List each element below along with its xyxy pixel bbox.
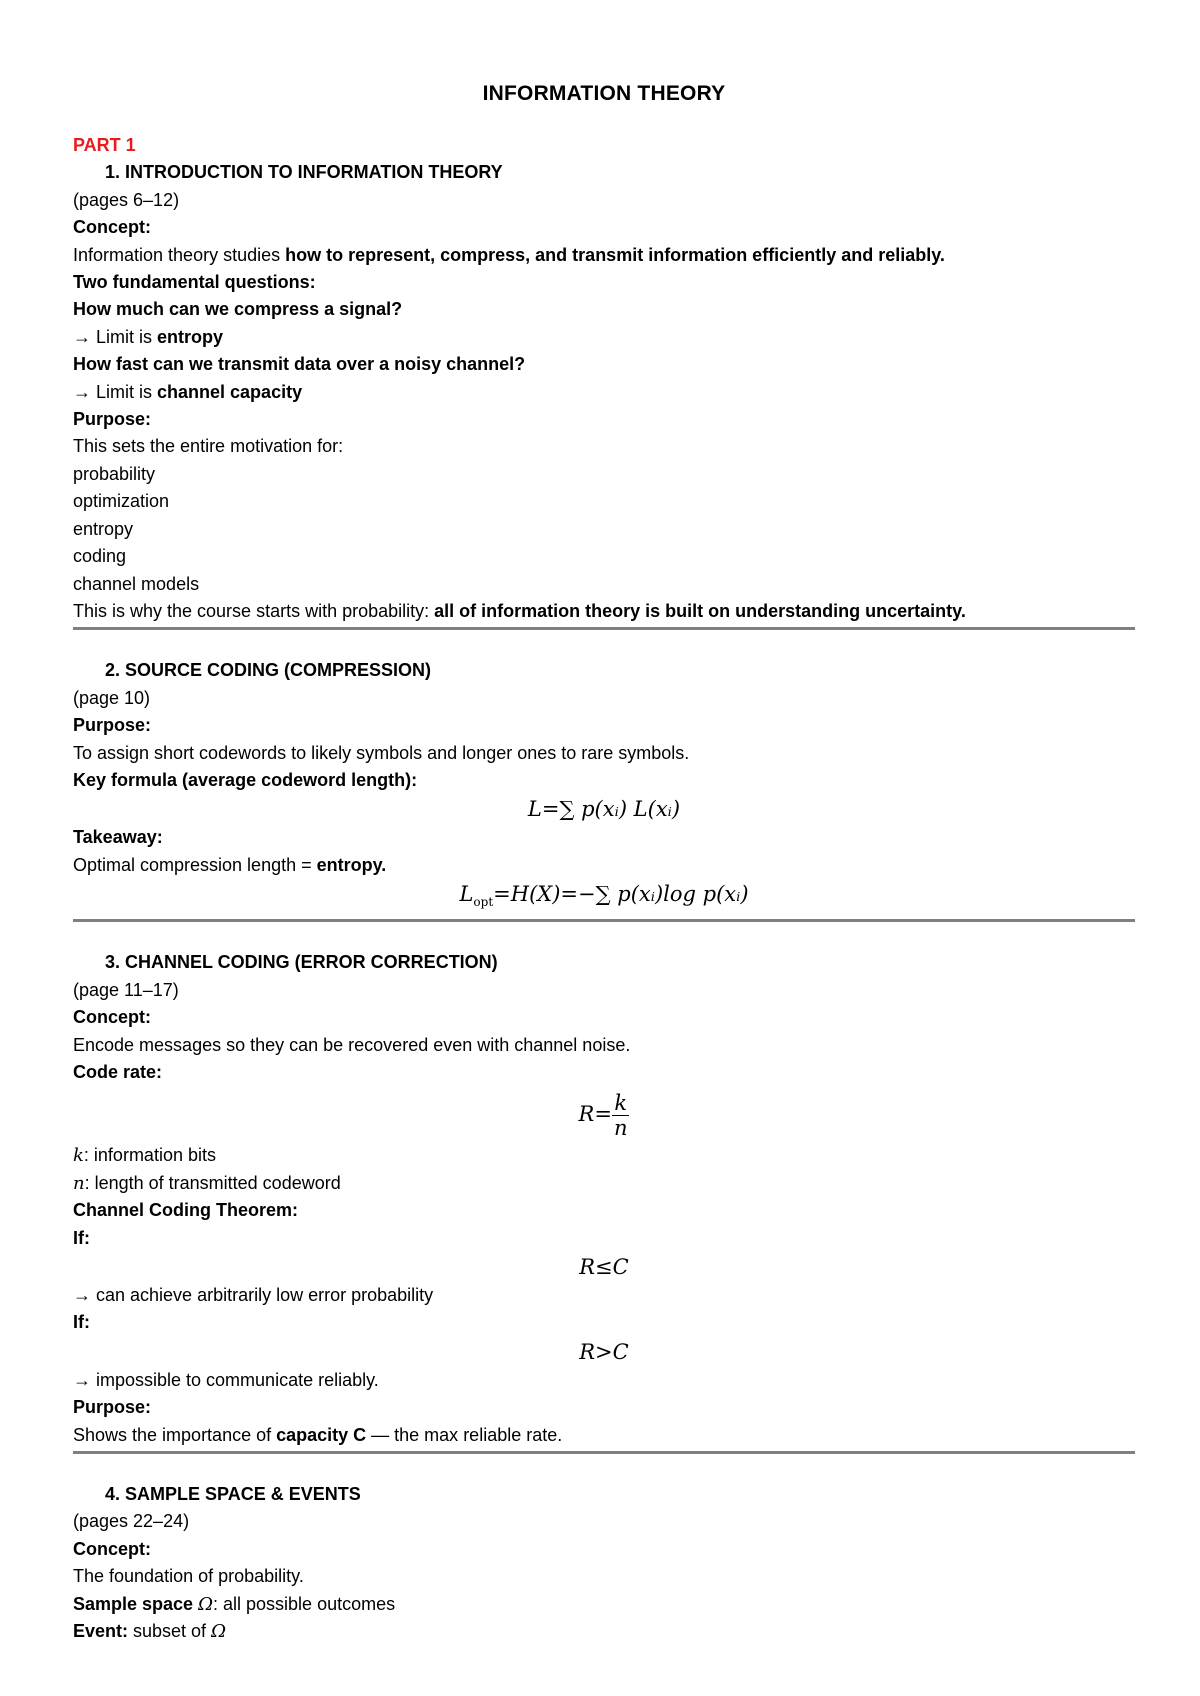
fraction-numerator: k xyxy=(612,1091,630,1116)
section-heading: 3. CHANNEL CODING (ERROR CORRECTION) xyxy=(105,952,498,973)
purpose-text xyxy=(73,1422,1135,1449)
list-item: coding xyxy=(73,546,127,567)
if-label: If: xyxy=(73,1312,90,1333)
list-item: entropy xyxy=(73,518,134,539)
code-rate-formula xyxy=(73,1086,1135,1142)
fraction-denominator: n xyxy=(613,1116,628,1141)
k-description: : information bits xyxy=(83,1145,216,1166)
section-heading: 4. SAMPLE SPACE & EVENTS xyxy=(105,1484,361,1505)
concept-text: The foundation of probability. xyxy=(73,1566,304,1587)
section-introduction xyxy=(73,159,1135,630)
answer-prefix: → Limit is xyxy=(73,381,158,402)
question-compress: How much can we compress a signal? xyxy=(73,299,403,320)
k-symbol: k xyxy=(73,1145,84,1167)
answer-capacity xyxy=(73,379,1135,406)
rate-lhs: R= xyxy=(578,1102,612,1127)
closing-plain: This is why the course starts with probability: xyxy=(73,600,435,621)
sample-space-label: Sample space xyxy=(73,1593,199,1614)
formula-symbol: L xyxy=(459,882,474,907)
takeaway-plain: Optimal compression length = xyxy=(73,854,317,875)
takeaway-label: Takeaway: xyxy=(73,827,163,848)
n-symbol: n xyxy=(73,1172,85,1194)
formula-subscript: opt xyxy=(473,895,494,910)
section-source-coding xyxy=(73,657,1135,922)
event-definition xyxy=(73,1618,1135,1645)
sample-space-definition xyxy=(73,1591,1135,1618)
sample-space-text: : all possible outcomes xyxy=(213,1593,396,1614)
question-transmit: How fast can we transmit data over a noisy channel? xyxy=(73,354,526,375)
closing-bold: all of information theory is built on understanding uncertainty. xyxy=(434,600,966,621)
formula-rhs: =H(X)=−∑ p(xᵢ)log p(xᵢ) xyxy=(493,882,749,907)
rate-fraction xyxy=(612,1091,630,1140)
omega-symbol: Ω xyxy=(211,1621,227,1643)
event-label: Event: xyxy=(73,1621,129,1642)
purpose-label: Purpose: xyxy=(73,1397,152,1418)
concept-label: Concept: xyxy=(73,217,151,238)
condition-formula: R>C xyxy=(579,1339,629,1364)
purpose-label: Purpose: xyxy=(73,409,152,430)
code-rate-label: Code rate: xyxy=(73,1061,163,1082)
purpose-plain: Shows the importance of xyxy=(73,1424,277,1445)
answer-bold: entropy xyxy=(157,326,224,347)
list-item: probability xyxy=(73,463,156,484)
purpose-label: Purpose: xyxy=(73,715,152,736)
closing-text xyxy=(73,598,1135,625)
page-ref: (page 11–17) xyxy=(73,979,179,1000)
concept-label: Concept: xyxy=(73,1538,151,1559)
concept-label: Concept: xyxy=(73,1007,151,1028)
condition-formula: R≤C xyxy=(579,1255,629,1279)
formula-label: Key formula (average codeword length): xyxy=(73,769,418,790)
n-definition xyxy=(73,1170,1135,1197)
doc-title: INFORMATION THEORY xyxy=(482,82,726,105)
section-sample-space xyxy=(73,1481,1135,1645)
avg-length-formula: L=∑ p(xᵢ) L(xᵢ) xyxy=(527,797,681,822)
page-ref: (pages 22–24) xyxy=(73,1511,190,1532)
answer-prefix: → Limit is xyxy=(73,326,158,347)
concept-text: Encode messages so they can be recovered even with channel noise. xyxy=(73,1034,631,1055)
section-heading: 2. SOURCE CODING (COMPRESSION) xyxy=(105,660,432,681)
k-definition xyxy=(73,1142,1135,1169)
page-ref: (page 10) xyxy=(73,687,151,708)
takeaway-bold: entropy. xyxy=(316,854,387,875)
page-ref: (pages 6–12) xyxy=(73,189,180,210)
answer-entropy xyxy=(73,324,1135,351)
if-label: If: xyxy=(73,1227,90,1248)
questions-label: Two fundamental questions: xyxy=(73,272,316,293)
entropy-formula xyxy=(73,879,1135,917)
answer-bold: channel capacity xyxy=(157,381,303,402)
section-heading: 1. INTRODUCTION TO INFORMATION THEORY xyxy=(105,162,503,183)
list-item: channel models xyxy=(73,573,200,594)
theorem-label: Channel Coding Theorem: xyxy=(73,1200,298,1221)
result-text: → can achieve arbitrarily low error probability xyxy=(73,1285,434,1305)
concept-text-plain: Information theory studies xyxy=(73,244,286,265)
purpose-bold: capacity C xyxy=(276,1424,367,1445)
document-page xyxy=(73,70,1135,1645)
concept-text xyxy=(73,242,1135,269)
takeaway-text xyxy=(73,852,1135,879)
result-text: → impossible to communicate reliably. xyxy=(73,1369,379,1390)
section-channel-coding xyxy=(73,949,1135,1454)
concept-text-bold: how to represent, compress, and transmit information efficiently and reliably. xyxy=(285,244,945,265)
omega-symbol: Ω xyxy=(198,1593,214,1615)
n-description: : length of transmitted codeword xyxy=(84,1172,341,1193)
part-label: PART 1 xyxy=(73,135,136,155)
event-text: subset of xyxy=(128,1621,212,1642)
purpose-text: To assign short codewords to likely symbols and longer ones to rare symbols. xyxy=(73,742,690,763)
list-item: optimization xyxy=(73,491,170,512)
purpose-plain-end: — the max reliable rate. xyxy=(366,1424,563,1445)
purpose-text: This sets the entire motivation for: xyxy=(73,436,344,457)
